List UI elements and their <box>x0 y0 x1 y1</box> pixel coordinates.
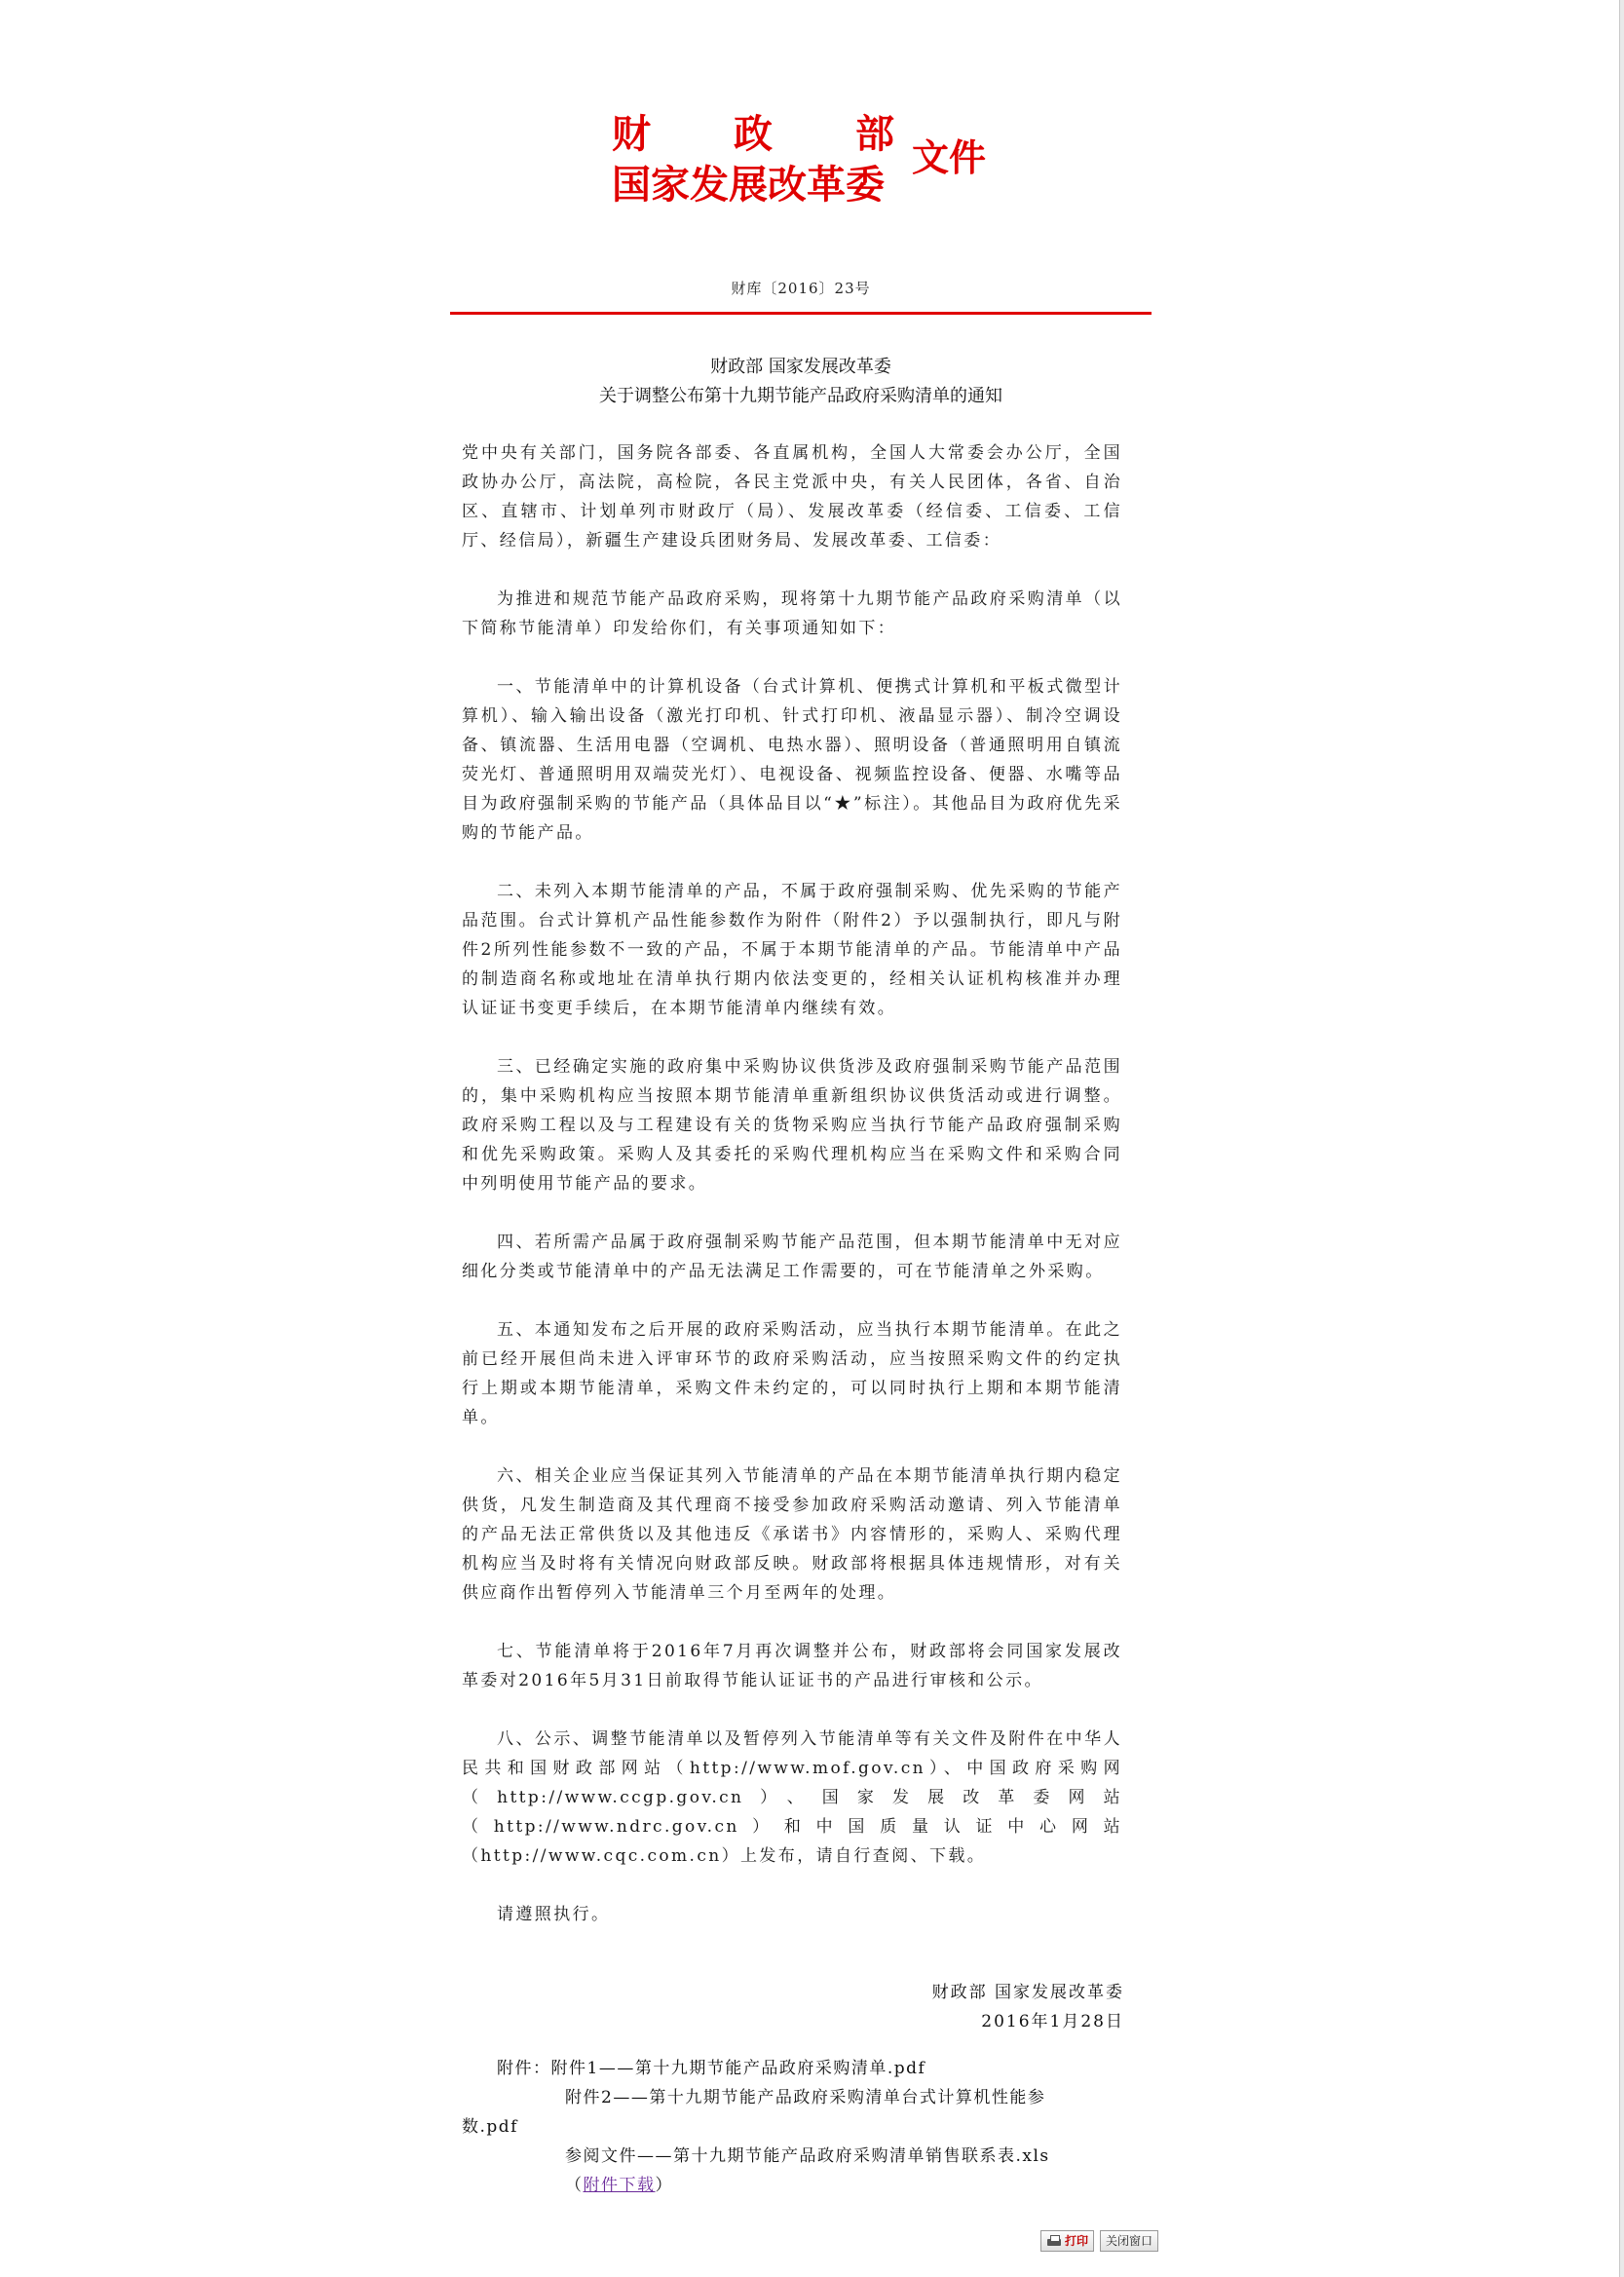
body-paragraph: 一、节能清单中的计算机设备（台式计算机、便携式计算机和平板式微型计算机）、输入输出设备（激光打印机、针式打印机、液晶显示器）、制冷空调设备、镇流器、生活用电器（空调机、电热水器）、照明设备（普通照明用自镇流荧光灯、普通照明用双端荧光灯）、电视设备、视频监控设备、便器、水嘴等品目为政府强制采购的节能产品（具体品目以“★”标注）。其他品目为政府优先采购的节能产品。 <box>462 677 1122 843</box>
body-paragraph: 三、已经确定实施的政府集中采购协议供货涉及政府强制采购节能产品范围的，集中采购机构应当按照本期节能清单重新组织协议供货活动或进行调整。政府采购工程以及与工程建设有关的货物采购应当执行节能产品政府强制采购和优先采购政策。采购人及其委托的采购代理机构应当在采购文件和采购合同中列明使用节能产品的要求。 <box>462 1057 1122 1194</box>
signature-org: 财政部 国家发展改革委 <box>931 1983 1124 2002</box>
print-button[interactable]: 打印 <box>1040 2230 1094 2252</box>
body-paragraph: 五、本通知发布之后开展的政府采购活动，应当执行本期节能清单。在此之前已经开展但尚未进入评审环节的政府采购活动，应当按照采购文件的约定执行上期或本期节能清单，采购文件未约定的，可以同时执行上期和本期节能清单。 <box>462 1320 1122 1427</box>
title-line-1: 财政部 国家发展改革委 <box>710 357 891 377</box>
attachment-line-1 <box>462 2054 1144 2083</box>
header-org-ndrc: 国家发展改革委 <box>612 162 885 208</box>
document-body <box>462 438 1122 1958</box>
attachment-download-link[interactable]: 附件下载 <box>583 2176 656 2195</box>
body-paragraph: 为推进和规范节能产品政府采购，现将第十九期节能产品政府采购清单（以下简称节能清单）印发给你们，有关事项通知如下： <box>462 589 1122 638</box>
attachment-label: 附件： <box>497 2059 551 2078</box>
signature-date: 2016年1月28日 <box>981 2012 1124 2031</box>
attachment-item-2-line-2: 数.pdf <box>462 2117 518 2137</box>
body-paragraph: 八、公示、调整节能清单以及暂停列入节能清单等有关文件及附件在中华人民共和国财政部网站（http://www.mof.gov.cn）、中国政府采购网（http://www.ccgp.gov.cn）、国家发展改革委网站（http://www.ndrc.gov.cn）和中国质量认证中心网站（http://www.cqc.com.cn）上发布，请自行查阅、下载。 <box>462 1729 1122 1866</box>
header-doc-type: 文件 <box>912 135 987 179</box>
attachment-item-1: 附件1——第十九期节能产品政府采购清单.pdf <box>550 2059 926 2078</box>
attachment-item-2-line-1: 附件2——第十九期节能产品政府采购清单台式计算机性能参 <box>565 2088 1046 2107</box>
body-paragraph: 六、相关企业应当保证其列入节能清单的产品在本期节能清单执行期内稳定供货，凡发生制造商及其代理商不接受参加政府采购活动邀请、列入节能清单的产品无法正常供货以及其他违反《承诺书》内容情形的，采购人、采购代理机构应当及时将有关情况向财政部反映。财政部将根据具体违规情形，对有关供应商作出暂停列入节能清单三个月至两年的处理。 <box>462 1466 1122 1603</box>
red-divider <box>450 312 1152 315</box>
addressee-paragraph: 党中央有关部门，国务院各部委、各直属机构，全国人大常委会办公厅，全国政协办公厅，高法院，高检院，各民主党派中央，有关人民团体，各省、自治区、直辖市、计划单列市财政厅（局）、发展改革委（经信委、工信委、工信厅、经信局），新疆生产建设兵团财务局、发展改革委、工信委： <box>462 443 1122 550</box>
document-number: 财库〔2016〕23号 <box>731 280 871 297</box>
attachment-download-line: （附件下载） <box>565 2176 673 2195</box>
body-paragraph: 七、节能清单将于2016年7月再次调整并公布，财政部将会同国家发展改革委对2016年5月31日前取得节能认证证书的产品进行审核和公示。 <box>462 1642 1122 1690</box>
attachment-item-3: 参阅文件——第十九期节能产品政府采购清单销售联系表.xls <box>565 2146 1050 2166</box>
printer-icon <box>1046 2235 1062 2247</box>
header-org-ministry-of-finance: 财 政 部 <box>612 111 894 157</box>
body-paragraph: 四、若所需产品属于政府强制采购节能产品范围，但本期节能清单中无对应细化分类或节能清单中的产品无法满足工作需要的，可在节能清单之外采购。 <box>462 1233 1122 1281</box>
document-title <box>450 353 1152 411</box>
body-paragraph: 二、未列入本期节能清单的产品，不属于政府强制采购、优先采购的节能产品范围。台式计算机产品性能参数作为附件（附件2）予以强制执行，即凡与附件2所列性能参数不一致的产品，不属于本期节能清单的产品。节能清单中产品的制造商名称或地址在清单执行期内依法变更的，经相关认证机构核准并办理认证证书变更手续后，在本期节能清单内继续有效。 <box>462 882 1122 1018</box>
title-line-2: 关于调整公布第十九期节能产品政府采购清单的通知 <box>599 386 1002 406</box>
window-edge <box>1619 0 1624 2277</box>
close-window-button[interactable]: 关闭窗口 <box>1100 2230 1158 2252</box>
page-toolbar <box>1040 2230 1158 2252</box>
closing-line: 请遵照执行。 <box>497 1905 611 1924</box>
